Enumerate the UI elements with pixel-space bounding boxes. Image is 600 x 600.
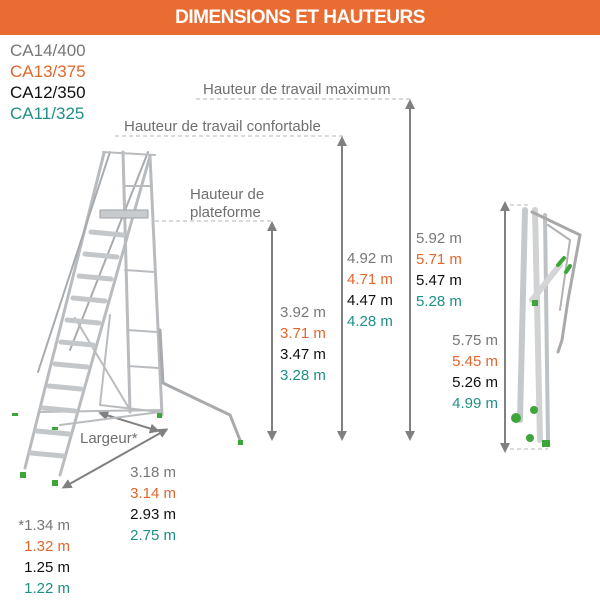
page-title: DIMENSIONS ET HAUTEURS (175, 6, 425, 28)
comfort-work-height-values (347, 248, 393, 332)
value: 3.92 m (280, 304, 326, 321)
value: *1.34 m (18, 517, 70, 534)
depth-values (118, 462, 176, 546)
width-values (6, 515, 70, 599)
legend-model: CA12/350 (10, 83, 86, 102)
max-work-height-label: Hauteur de travail maximum (203, 81, 391, 98)
comfort-work-height-label: Hauteur de travail confortable (124, 118, 321, 135)
platform-height-label-line1: Hauteur de (190, 186, 265, 203)
max-work-height-values (416, 228, 462, 312)
platform-height-values (280, 302, 326, 386)
ladder-folded-illustration (511, 210, 580, 447)
value: 1.25 m (24, 559, 70, 576)
value: 4.47 m (347, 292, 393, 309)
width-label: Largeur* (80, 430, 138, 447)
value: 3.14 m (130, 485, 176, 502)
value: 4.99 m (452, 395, 498, 412)
value: 3.71 m (280, 325, 326, 342)
value: 4.92 m (347, 250, 393, 267)
legend-model: CA11/325 (10, 104, 85, 123)
value: 5.28 m (416, 293, 462, 310)
value: 4.28 m (347, 313, 393, 330)
value: 5.71 m (416, 251, 462, 268)
value: 5.26 m (452, 374, 498, 391)
folded-height-values (442, 330, 498, 414)
value: 1.32 m (24, 538, 70, 555)
value: 5.92 m (416, 230, 462, 247)
platform-height-label-line2: plateforme (190, 204, 261, 221)
value: 4.71 m (347, 271, 393, 288)
legend-model: CA13/375 (10, 62, 86, 81)
value: 3.47 m (280, 346, 326, 363)
value: 3.28 m (280, 367, 326, 384)
value: 5.45 m (452, 353, 498, 370)
value: 5.47 m (416, 272, 462, 289)
value: 1.22 m (24, 580, 70, 597)
value: 5.75 m (452, 332, 498, 349)
value: 2.93 m (130, 506, 176, 523)
value: 2.75 m (130, 527, 176, 544)
value: 3.18 m (130, 464, 176, 481)
legend-model: CA14/400 (10, 41, 86, 60)
